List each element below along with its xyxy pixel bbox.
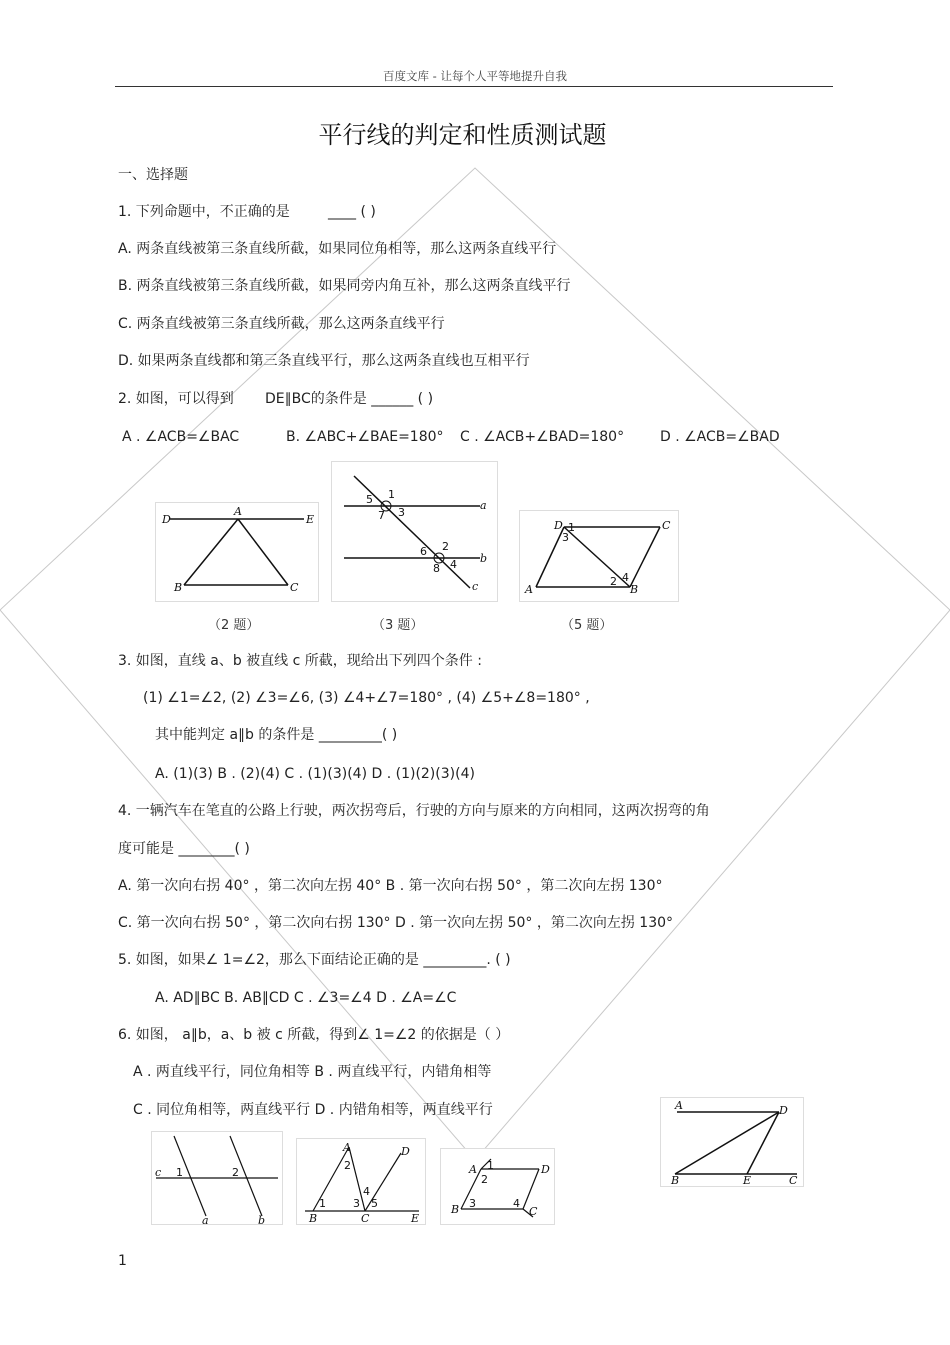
figure-q8 [440,1148,555,1225]
label-1: 1 [176,1166,183,1179]
label-2: 2 [344,1159,351,1172]
figure-q6 [151,1131,283,1225]
label-1: 1 [568,521,575,534]
label-8: 8 [433,562,440,575]
caption-q2: （2 题） [208,618,260,633]
label-d: D [554,519,563,532]
label-e: E [743,1174,752,1186]
q2-option-b: B. ∠ABC+∠BAE=180° [286,429,444,445]
label-1: 1 [388,488,395,501]
q6-stem: 6. 如图， a∥b，a、b 被 c 所截，得到∠ 1=∠2 的依据是（ ） [118,1027,510,1043]
label-line-b: b [480,552,488,565]
label-7: 7 [378,509,385,522]
label-d: D [162,513,171,526]
label-3: 3 [469,1197,476,1210]
q3-stem: 3. 如图，直线 a、b 被直线 c 所截，现给出下列四个条件 : [118,653,482,669]
figure-q7 [296,1138,426,1225]
figure-q2 [155,502,319,602]
label-4: 4 [363,1185,370,1198]
caption-q5: （5 题） [561,618,613,633]
figure-right [660,1097,804,1187]
label-2: 2 [610,575,617,588]
label-4: 4 [513,1197,520,1210]
label-b: B [671,1174,680,1186]
label-b: B [451,1203,460,1216]
q5-stem: 5. 如图，如果∠ 1=∠2，那么下面结论正确的是 _________. ( ) [118,952,511,968]
label-e: E [306,513,315,526]
label-b: B [174,581,183,594]
page-number: 1 [118,1253,127,1269]
section-heading: 一、选择题 [118,167,188,183]
label-5: 5 [366,493,373,506]
label-line-c: c [472,580,479,593]
q2-condition: DE∥BC的条件是 ______ ( ) [265,391,434,407]
q1-option-a: A. 两条直线被第三条直线所截，如果同位角相等，那么这两条直线平行 [118,241,557,257]
label-e: E [411,1212,420,1224]
figure-q3 [331,461,498,602]
q3-conditions: (1) ∠1=∠2, (2) ∠3=∠6, (3) ∠4+∠7=180° , (4) ∠5+∠8=180° , [143,690,590,706]
label-c: C [789,1174,798,1186]
q4-options-ab: A. 第一次向右拐 40° ，第二次向左拐 40° B . 第一次向右拐 50° ，第二次向左拐 130° [118,878,663,894]
label-c: C [290,581,299,594]
q1-blank: ____ ( ) [328,204,376,220]
label-a: A [525,583,533,596]
page-title: 平行线的判定和性质测试题 [318,121,607,149]
label-1: 1 [487,1159,494,1172]
label-a: a [202,1214,209,1224]
label-c: c [155,1166,162,1179]
label-b: b [258,1214,266,1224]
label-2: 2 [232,1166,239,1179]
q3-options: A. (1)(3) B . (2)(4) C . (1)(3)(4) D . (1)(2)(3)(4) [155,766,475,782]
label-b: B [309,1212,318,1224]
caption-q3: （3 题） [372,618,424,633]
label-c: C [361,1212,370,1224]
label-4: 4 [450,558,457,571]
q3-question: 其中能判定 a∥b 的条件是 _________( ) [155,727,398,743]
label-3: 3 [353,1197,360,1210]
q1-option-c: C. 两条直线被第三条直线所截，那么这两条直线平行 [118,316,445,332]
label-5: 5 [371,1197,378,1210]
label-b: B [630,583,639,596]
q4-options-cd: C. 第一次向右拐 50° ，第二次向右拐 130° D . 第一次向左拐 50° ，第二次向左拐 130° [118,915,674,931]
label-a: A [234,505,242,518]
label-a: A [469,1163,477,1176]
q6-options-ab: A . 两直线平行，同位角相等 B . 两直线平行，内错角相等 [133,1064,492,1080]
label-a: A [343,1141,351,1154]
label-6: 6 [420,545,427,558]
q2-option-a: A . ∠ACB=∠BAC [122,429,240,445]
q2-option-d: D . ∠ACB=∠BAD [660,429,780,445]
header-divider [115,86,833,87]
label-2: 2 [442,540,449,553]
label-c: C [529,1205,538,1218]
label-a: A [675,1099,683,1112]
q2-option-c: C . ∠ACB+∠BAD=180° [460,429,625,445]
label-d: D [541,1163,550,1176]
q1-option-d: D. 如果两条直线都和第三条直线平行，那么这两条直线也互相平行 [118,353,530,369]
q4-stem-line2: 度可能是 ________( ) [118,841,250,857]
label-d: D [779,1104,788,1117]
label-c: C [662,519,671,532]
label-d: D [401,1145,410,1158]
label-2: 2 [481,1173,488,1186]
label-3: 3 [398,506,405,519]
label-4: 4 [622,571,629,584]
q2-stem: 2. 如图，可以得到 [118,391,234,407]
label-line-a: a [480,499,487,512]
page-header: 百度文库 - 让每个人平等地提升自我 [383,69,567,83]
figure-q5 [519,510,679,602]
label-1: 1 [319,1197,326,1210]
q6-options-cd: C . 同位角相等，两直线平行 D . 内错角相等，两直线平行 [133,1102,493,1118]
q1-stem: 1. 下列命题中，不正确的是 [118,204,290,220]
q1-option-b: B. 两条直线被第三条直线所截，如果同旁内角互补，那么这两条直线平行 [118,278,571,294]
q4-stem-line1: 4. 一辆汽车在笔直的公路上行驶，两次拐弯后，行驶的方向与原来的方向相同，这两次拐弯的角 [118,803,710,819]
q5-options: A. AD∥BC B. AB∥CD C . ∠3=∠4 D . ∠A=∠C [155,990,457,1006]
label-3: 3 [562,531,569,544]
